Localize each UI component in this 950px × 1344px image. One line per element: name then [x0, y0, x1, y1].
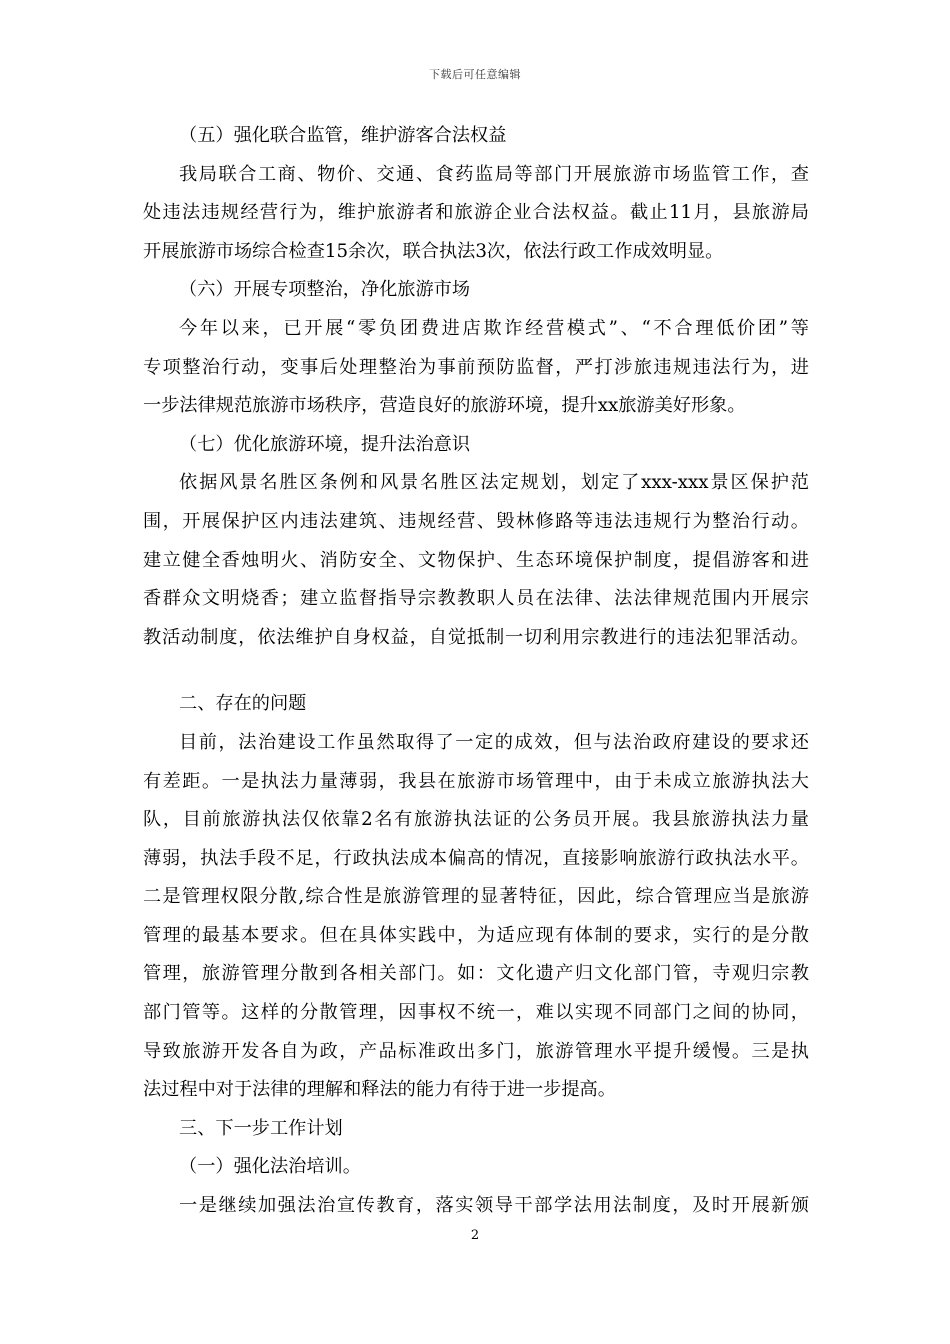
page-number: 2 — [470, 1228, 480, 1243]
section-heading: （七）优化旅游环境，提升法治意识 — [179, 433, 471, 455]
paragraph-line: 依据风景名胜区条例和风景名胜区法定规划，划定了xxx-xxx景区保护范 — [179, 472, 809, 494]
paragraph-line: 薄弱，执法手段不足，行政执法成本偏高的情况，直接影响旅游行政执法水平。 — [143, 847, 809, 869]
paragraph-line: 开展旅游市场综合检查15余次，联合执法3次，依法行政工作成效明显。 — [143, 240, 724, 262]
paragraph-line: 围，开展保护区内违法建筑、违规经营、毁林修路等违法违规行为整治行动。 — [143, 510, 809, 532]
paragraph-line: 一是继续加强法治宣传教育，落实领导干部学法用法制度，及时开展新颁 — [179, 1195, 809, 1217]
paragraph-line: 教活动制度，依法维护自身权益，自觉抵制一切利用宗教进行的违法犯罪活动。 — [143, 626, 809, 648]
paragraph-line: 部门管等。这样的分散管理，因事权不统一，难以实现不同部门之间的协同， — [143, 1002, 809, 1024]
paragraph-line: 二是管理权限分散,综合性是旅游管理的显著特征，因此，综合管理应当是旅游 — [143, 886, 809, 908]
paragraph-line: 专项整治行动，变事后处理整治为事前预防监督，严打涉旅违规违法行为，进 — [143, 356, 809, 378]
paragraph-line: 香群众文明烧香；建立监督指导宗教教职人员在法律、法法律规范围内开展宗 — [143, 588, 809, 610]
document-body — [143, 117, 809, 1226]
section-heading: 三、下一步工作计划 — [179, 1117, 343, 1139]
page-header: 下载后可任意编辑 — [429, 68, 521, 81]
paragraph-line: 今年以来，已开展“零负团费进店欺诈经营模式”、“不合理低价团”等 — [179, 317, 809, 339]
blank-gap — [143, 657, 809, 685]
paragraph-line: 建立健全香烛明火、消防安全、文物保护、生态环境保护制度，提倡游客和进 — [143, 549, 809, 571]
paragraph-line: 处违法违规经营行为，维护旅游者和旅游企业合法权益。截止11月，县旅游局 — [143, 202, 809, 224]
paragraph-line: 有差距。一是执法力量薄弱，我县在旅游市场管理中，由于未成立旅游执法大 — [143, 770, 809, 792]
paragraph-line: 我局联合工商、物价、交通、食药监局等部门开展旅游市场监管工作，查 — [179, 163, 809, 185]
paragraph-line: 管理，旅游管理分散到各相关部门。如：文化遗产归文化部门管，寺观归宗教 — [143, 963, 809, 985]
paragraph-line: 目前，法治建设工作虽然取得了一定的成效，但与法治政府建设的要求还 — [179, 731, 809, 753]
paragraph-line: 法过程中对于法律的理解和释法的能力有待于进一步提高。 — [143, 1079, 616, 1101]
paragraph-line: 管理的最基本要求。但在具体实践中，为适应现有体制的要求，实行的是分散 — [143, 924, 809, 946]
section-heading: （五）强化联合监管，维护游客合法权益 — [179, 125, 507, 146]
subsection-heading: （一）强化法治培训。 — [179, 1156, 361, 1178]
section-heading: （六）开展专项整治，净化旅游市场 — [179, 279, 471, 301]
paragraph-line: 导致旅游开发各自为政，产品标准政出多门，旅游管理水平提升缓慢。三是执 — [143, 1040, 809, 1062]
paragraph-line: 一步法律规范旅游市场秩序，营造良好的旅游环境，提升xx旅游美好形象。 — [143, 395, 746, 417]
section-heading: 二、存在的问题 — [179, 693, 307, 715]
paragraph-line: 队，目前旅游执法仅依靠2名有旅游执法证的公务员开展。我县旅游执法力量 — [143, 809, 809, 831]
